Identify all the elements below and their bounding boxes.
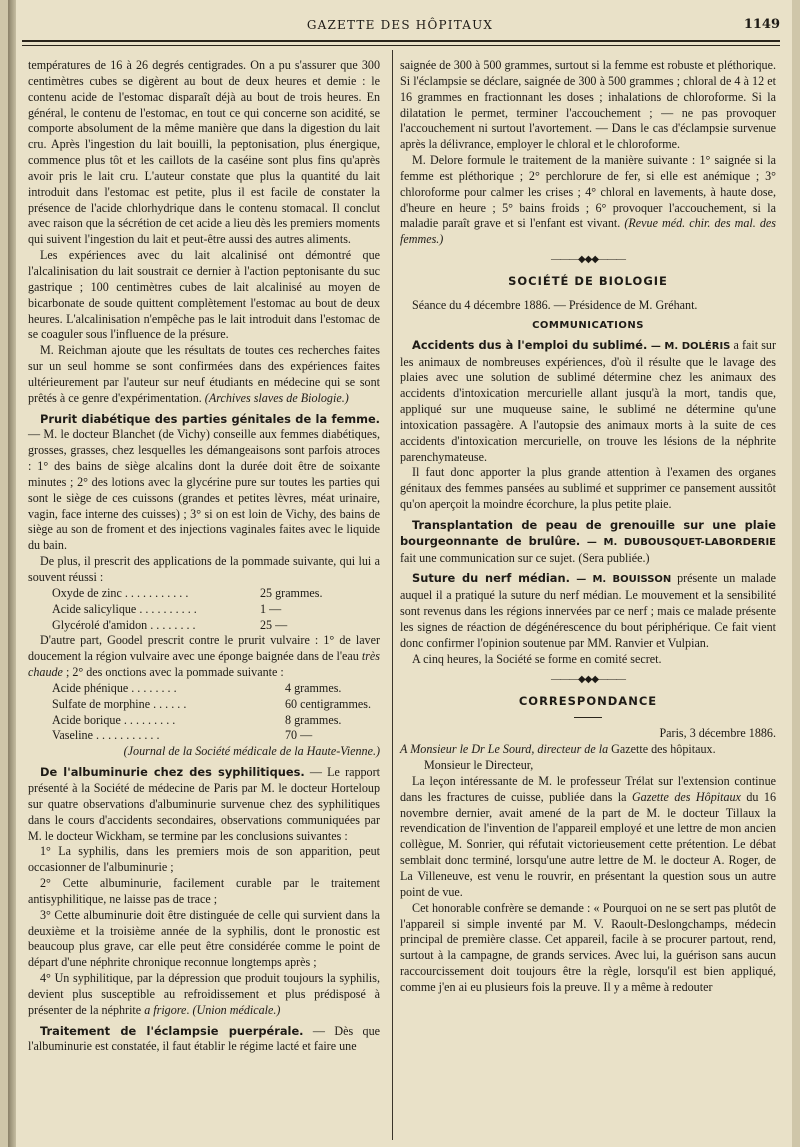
drug-quantity: 70 — bbox=[285, 728, 313, 743]
emphasis: Gazette des Hôpitaux bbox=[631, 789, 741, 804]
drug-quantity: 8 grammes. bbox=[285, 712, 342, 727]
paragraph-text: La leçon intéressante de M. le professeur Trélat sur l'extension continue dans les fractures de cuisse, publiée dans la bbox=[400, 773, 776, 804]
communication-sublime bbox=[400, 338, 776, 466]
section-ornament: ———◆◆◆——— bbox=[550, 254, 626, 266]
paragraph bbox=[28, 343, 380, 406]
paragraph-text: . bbox=[186, 1002, 193, 1017]
paragraph-text: fait une communication sur ce sujet. (Sera publiée.) bbox=[400, 550, 650, 565]
paragraph: Cet honorable confrère se demande : « Pourquoi on ne se sert pas plutôt de l'appareil si simple inventé par M. V. Raoult-Deslongchamps, médecin principal de première classe. Cet appareil, facile à se procurer partout, rend, surtout à la campagne, de grands services. Avec lui, la guérison sans aucun raccourcissement doit toujours être la règle, lorsqu'il est bien appliqué, comme j'en ai eu plusieurs fois la preuve. Il y a même à redouter bbox=[400, 900, 776, 994]
citation: (Archives slaves de Biologie.) bbox=[204, 390, 349, 405]
prescription-line bbox=[28, 681, 380, 697]
paragraph bbox=[400, 153, 776, 248]
drug-name: Acide phénique . . . . . . . . bbox=[52, 680, 177, 695]
column-divider bbox=[392, 50, 393, 1140]
author-name: — M. BOUISSON bbox=[569, 574, 672, 586]
drug-name: Oxyde de zinc . . . . . . . . . . . bbox=[52, 585, 189, 600]
drug-quantity: 1 — bbox=[260, 601, 282, 616]
drug-name: Sulfate de morphine . . . . . . bbox=[52, 696, 187, 711]
prescription-line bbox=[28, 728, 380, 744]
article-albuminurie bbox=[28, 765, 380, 844]
newspaper-page bbox=[8, 0, 792, 1147]
page-binding-edge bbox=[8, 0, 16, 1147]
citation: (Journal de la Société médicale de la Haute-Vienne.) bbox=[123, 744, 380, 759]
prescription-line bbox=[28, 586, 380, 602]
section-title-biologie: SOCIÉTÉ DE BIOLOGIE bbox=[508, 274, 668, 289]
prescription-line bbox=[28, 602, 380, 618]
communication-transplantation bbox=[400, 518, 776, 567]
drug-quantity: 25 grammes. bbox=[260, 585, 323, 600]
article-heading: De l'albuminurie chez des syphilitiques. bbox=[40, 765, 305, 780]
drug-quantity: 4 grammes. bbox=[285, 680, 342, 695]
paragraph-text: D'autre part, Goodel prescrit contre le prurit vulvaire : 1° de laver doucement la région vulvaire avec une éponge baignée dans de l'eau bbox=[28, 633, 380, 664]
left-column bbox=[28, 58, 380, 1055]
drug-name: Glycérolé d'amidon . . . . . . . . bbox=[52, 617, 196, 632]
paragraph-text: a fait sur les animaux de nombreuses expériences, d'où il résulte que le lavage des plaies avec une solution de sublimé détermine chez les animaux des accidents d'intoxication mercurielle allant jusqu'à la mort, tandis que, appliqué sur une muqueuse saine, le sublimé ne détermine qu'une intoxication passagère. A l'autopsie des animaux morts à la suite de ces accidents d'intoxication mercurielle, on trouve les lésions de la néphrite parenchymateuse. bbox=[400, 337, 776, 464]
article-eclampsie bbox=[28, 1024, 380, 1056]
header-rule-thin bbox=[22, 45, 780, 46]
paragraph: saignée de 300 à 500 grammes, surtout si la femme est robuste et pléthorique. Si l'éclampsie se déclare, saignée de 300 à 500 grammes ; chloral de 4 à 12 et 16 grammes en fractionnant les doses ; inhalations de chloroforme. Si la dilatation le permet, terminer l'accouchement ; — ne pas provoquer l'accouchement ni surtout l'avortement. — Dans le cas d'éclampsie survenue après la délivrance, employer le chloral et le chloroforme. bbox=[400, 58, 776, 152]
journal-title: GAZETTE DES HÔPITAUX bbox=[306, 18, 494, 32]
subsection-title: COMMUNICATIONS bbox=[532, 319, 644, 331]
drug-quantity: 60 centigrammes. bbox=[285, 696, 371, 711]
paragraph: Les expériences avec du lait alcalinisé ont démontré que l'alcalinisation du lait soustrait ce dernier à l'action peptonisante du suc gastrique ; 100 centimètres cubes de lait alcalinisé au moyen de bicarbonate de soude quittent complètement l'estomac au bout de deux heures. L'alcalinisation n'empêche pas le lait introduit dans l'estomac de se coaguler sous l'influence de la présure. bbox=[28, 248, 380, 342]
communication-suture bbox=[400, 571, 776, 651]
drug-quantity: 25 — bbox=[260, 617, 288, 632]
short-rule bbox=[574, 717, 602, 718]
author-name: — M. DOLÉRIS bbox=[647, 340, 731, 352]
letter-addressee bbox=[400, 742, 776, 758]
conclusion-item: 2° Cette albuminurie, facilement curable par le traitement antisyphilitique, ne laisse pas de trace ; bbox=[28, 876, 380, 906]
citation: (Union médicale.) bbox=[192, 1002, 281, 1017]
article-heading: Prurit diabétique des parties génitales de la femme. bbox=[40, 411, 380, 426]
conclusion-item bbox=[28, 971, 380, 1019]
section-ornament: ———◆◆◆——— bbox=[550, 673, 626, 685]
paragraph-text: M. Reichman ajoute que les résultats de toutes ces recherches faites sur un seul homme se sont confirmées dans des expériences faites ultérieurement par l'auteur sur neuf étudiants en médecine qui se sont prêtés à ce genre d'expérimentation. bbox=[28, 343, 380, 405]
article-heading: Suture du nerf médian. bbox=[412, 571, 570, 586]
citation: (Revue méd. chir. des mal. des femmes.) bbox=[400, 216, 776, 247]
emphasis: très chaude bbox=[28, 649, 380, 680]
emphasis: a frigore bbox=[144, 1002, 187, 1017]
article-prurit bbox=[28, 412, 380, 555]
prescription-line bbox=[28, 713, 380, 729]
addressee-text: Gazette des hôpitaux. bbox=[611, 742, 716, 757]
paragraph: A cinq heures, la Société se forme en comité secret. bbox=[412, 651, 662, 666]
letter-date: Paris, 3 décembre 1886. bbox=[659, 726, 776, 741]
conclusion-item: 1° La syphilis, dans les premiers mois de son apparition, peut occasionner de l'albuminurie ; bbox=[28, 844, 380, 875]
paragraph-text: M. Delore formule le traitement de la manière suivante : 1° saignée si la femme est pléthorique ; 2° perchlorure de fer, si elle est anémique ; 3° chloroforme pour calmer les crises ; 4° chloral en lavements, à haute dose, d'heure en heure ; 5° bains froids ; 6° provoquer l'accouchement, si la maladie paraît grave et si l'enfant est vivant. bbox=[400, 153, 776, 231]
seance-line: Séance du 4 décembre 1886. — Présidence de M. Gréhant. bbox=[412, 297, 698, 312]
paragraph-text: du 16 novembre dernier, avait amené de la part de M. le docteur Tillaux la revendication de l'invention de l'appareil employé et une lettre de mon ancien collègue, M. Sonrier, qui réfutait victorieusement cette prétention. Le débat semblait donc terminé, lorsqu'une autre lettre de M. le docteur A. Roger, de La Villeneuve, est venu le rouvrir, en présentant la question sous un autre point de vue. bbox=[400, 789, 776, 899]
paragraph-text: présente un malade auquel il a pratiqué la suture du nerf médian. Le mouvement et la sensibilité sont revenus dans les régions innervées par ce nerf ; mais ce malade présente les signes de réaction de dégénérescence du bout périphérique. Ce fait vient donc confirmer l'opinion soutenue par MM. Ranvier et Vulpian. bbox=[400, 571, 776, 650]
paragraph: températures de 16 à 26 degrés centigrades. On a pu s'assurer que 300 centimètres cubes se digèrent au bout de deux heures et demie : le contenu acide de l'estomac disparaît déjà au bout de trois heures. En général, le contenu de l'estomac, en tout ce qui concerne son acidité, se comporte absolument de la même manière que dans la digestion du lait cru. Après l'ingestion du lait bouilli, la peptonisation, plus énergique, commence plus tôt et les caillots de la caséine sont plus fins qu'après avoir pris le lait cru. L'auteur constate que plus la quantité du lait introduit dans l'estomac est petite, plus il est facile de constater la présence de l'acide chlorhydrique dans le contenu stomacal. Il conclut avec raison que la sécrétion de cet acide a lieu dès les premiers moments qui suivent l'ingestion du lait et peut-être aussi des autres aliments. bbox=[28, 58, 380, 247]
paragraph bbox=[28, 633, 380, 681]
paragraph-text: — M. le docteur Blanchet (de Vichy) conseille aux femmes diabétiques, grosses, grasses, chez lesquelles les démangeaisons sont parfois atroces : 1° des bains de siège alcalins dont la durée doit être de soixante minutes ; 2° des lotions avec la glycérine pure sur toutes les parties qui sont le siège de ces cuissons (grandes et petites lèvres, méat urinaire, vagin, face interne des cuisses) ; 3° si on est loin de Vichy, des bains de siège au son de froment et des injections vaginales faites avec le liquide du bain. bbox=[28, 427, 380, 553]
drug-name: Acide salicylique . . . . . . . . . . bbox=[52, 601, 197, 616]
author-name: — M. DUBOUSQUET-LABORDERIE bbox=[580, 536, 776, 548]
prescription-line bbox=[28, 697, 380, 713]
paragraph: De plus, il prescrit des applications de la pommade suivante, qui lui a souvent réussi : bbox=[28, 554, 380, 584]
paragraph bbox=[400, 774, 776, 901]
paragraph: Il faut donc apporter la plus grande attention à l'examen des organes génitaux des femmes pansées au sublimé et supprimer ce pansement aussitôt qu'on aperçoit la moindre écorchure, la plus petite plaie. bbox=[400, 465, 776, 512]
article-heading: Transplantation de peau de grenouille sur une plaie bourgeonnante de brulûre. bbox=[400, 517, 776, 548]
conclusion-item: 3° Cette albuminurie doit être distinguée de celle qui survient dans la deuxième et la troisième année de la syphilis, dont le pronostic est beaucoup plus grave, car elle peut être considérée comme le point de départ d'une néphrite chronique reconnue longtemps après ; bbox=[28, 907, 380, 970]
right-column bbox=[400, 58, 776, 996]
prescription-line bbox=[28, 618, 380, 634]
header-rule-thick bbox=[22, 40, 780, 42]
addressee-text: A Monsieur le Dr Le Sourd, directeur de la bbox=[400, 742, 612, 757]
article-heading: Traitement de l'éclampsie puerpérale. bbox=[40, 1023, 304, 1038]
article-heading: Accidents dus à l'emploi du sublimé. bbox=[412, 337, 648, 352]
letter-salutation: Monsieur le Directeur, bbox=[424, 758, 534, 773]
page-number: 1149 bbox=[743, 17, 780, 32]
drug-name: Acide borique . . . . . . . . . bbox=[52, 712, 176, 727]
paragraph-text: — Le rapport présenté à la Société de médecine de Paris par M. le docteur Horteloup sur quatre observations d'albuminurie survenue chez des syphilitiques dans le cours d'accidents secondaires, observations communiquées par M. le docteur Wickham, se termine par les conclusions suivantes : bbox=[28, 765, 380, 843]
paragraph-text: 4° Un syphilitique, par la dépression que produit toujours la syphilis, devient plus susceptible au refroidissement et plus prédisposé à présenter de la néphrite bbox=[28, 971, 380, 1017]
section-title-correspondance: CORRESPONDANCE bbox=[518, 693, 658, 708]
drug-name: Vaseline . . . . . . . . . . . bbox=[52, 728, 160, 743]
paragraph-text: ; 2° des onctions avec la pommade suivante : bbox=[62, 665, 284, 680]
paragraph-text: — Dès que l'albuminurie est constatée, il faut établir le régime lacté et faire une bbox=[28, 1023, 380, 1054]
